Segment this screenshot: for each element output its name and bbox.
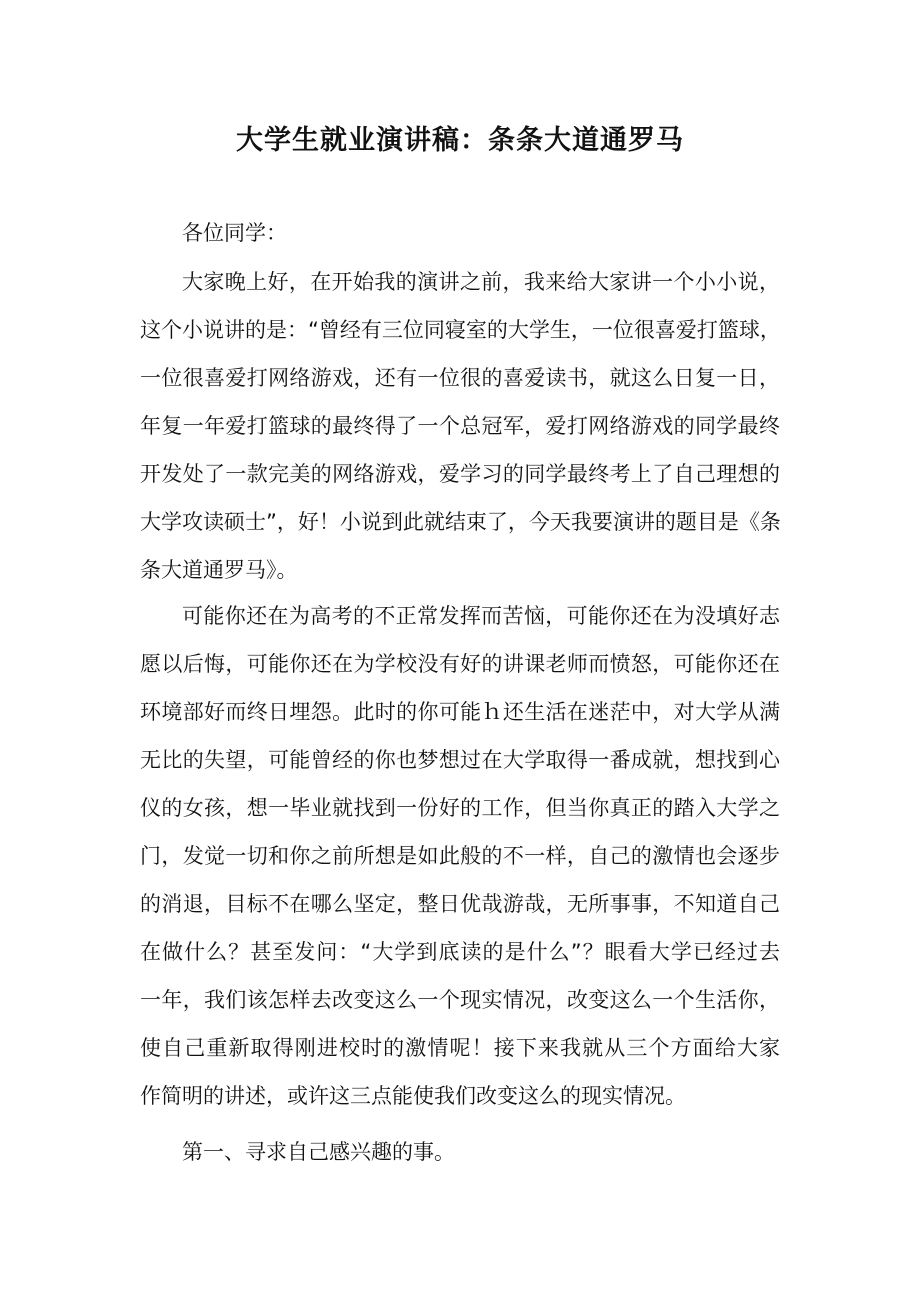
paragraph-line: 开发处了一款完美的网络游戏，爱学习的同学最终考上了自己理想的 xyxy=(140,462,780,486)
paragraph-line: 仪的女孩，想一毕业就找到一份好的工作，但当你真正的踏入大学之 xyxy=(140,796,780,820)
paragraph-line: 大家晚上好，在开始我的演讲之前，我来给大家讲一个小小说， xyxy=(182,270,780,294)
paragraph-line: 使自己重新取得刚进校时的激情呢！接下来我就从三个方面给大家 xyxy=(140,1036,780,1060)
paragraph-1 xyxy=(140,258,780,594)
salutation: 各位同学： xyxy=(182,221,287,245)
paragraph-line: 的消退，目标不在哪么坚定，整日优哉游哉，无所事事，不知道自己 xyxy=(140,892,780,916)
paragraph-line: 条大道通罗马》。 xyxy=(140,558,298,582)
paragraph-line: 这个小说讲的是：“曾经有三位同寝室的大学生，一位很喜爱打篮球， xyxy=(140,318,781,342)
paragraph-line: 一年，我们该怎样去改变这么一个现实情况，改变这么一个生活你， xyxy=(140,988,780,1012)
paragraph-line: 作简明的讲述，或许这三点能使我们改变这么的现实情况。 xyxy=(140,1084,686,1108)
paragraph-line: 在做什么？甚至发问：“大学到底读的是什么”？眼看大学已经过去 xyxy=(140,940,780,964)
paragraph-line: 门，发觉一切和你之前所想是如此般的不一样，自己的激情也会逐步 xyxy=(140,844,780,868)
paragraph-line: 年复一年爱打篮球的最终得了一个总冠军，爱打网络游戏的同学最终 xyxy=(140,414,780,438)
paragraph-line: 无比的失望，可能曾经的你也梦想过在大学取得一番成就，想找到心 xyxy=(140,748,780,772)
paragraph-2 xyxy=(140,592,780,1120)
paragraph-line: 一位很喜爱打网络游戏，还有一位很的喜爱读书，就这么日复一日， xyxy=(140,366,780,390)
paragraph-line: 可能你还在为高考的不正常发挥而苦恼，可能你还在为没填好志 xyxy=(182,604,780,628)
section-heading: 第一、寻求自己感兴趣的事。 xyxy=(182,1140,455,1164)
document-title: 大学生就业演讲稿：条条大道通罗马 xyxy=(236,125,684,156)
paragraph-line: 愿以后悔，可能你还在为学校没有好的讲课老师而愤怒，可能你还在 xyxy=(140,652,780,676)
salutation-block xyxy=(140,209,780,257)
paragraph-3 xyxy=(140,1128,780,1176)
paragraph-line: 大学攻读硕士”，好！小说到此就结束了，今天我要演讲的题目是《条 xyxy=(140,510,781,534)
paragraph-line: 环境部好而终日埋怨。此时的你可能ｈ还生活在迷茫中，对大学从满 xyxy=(140,700,780,724)
